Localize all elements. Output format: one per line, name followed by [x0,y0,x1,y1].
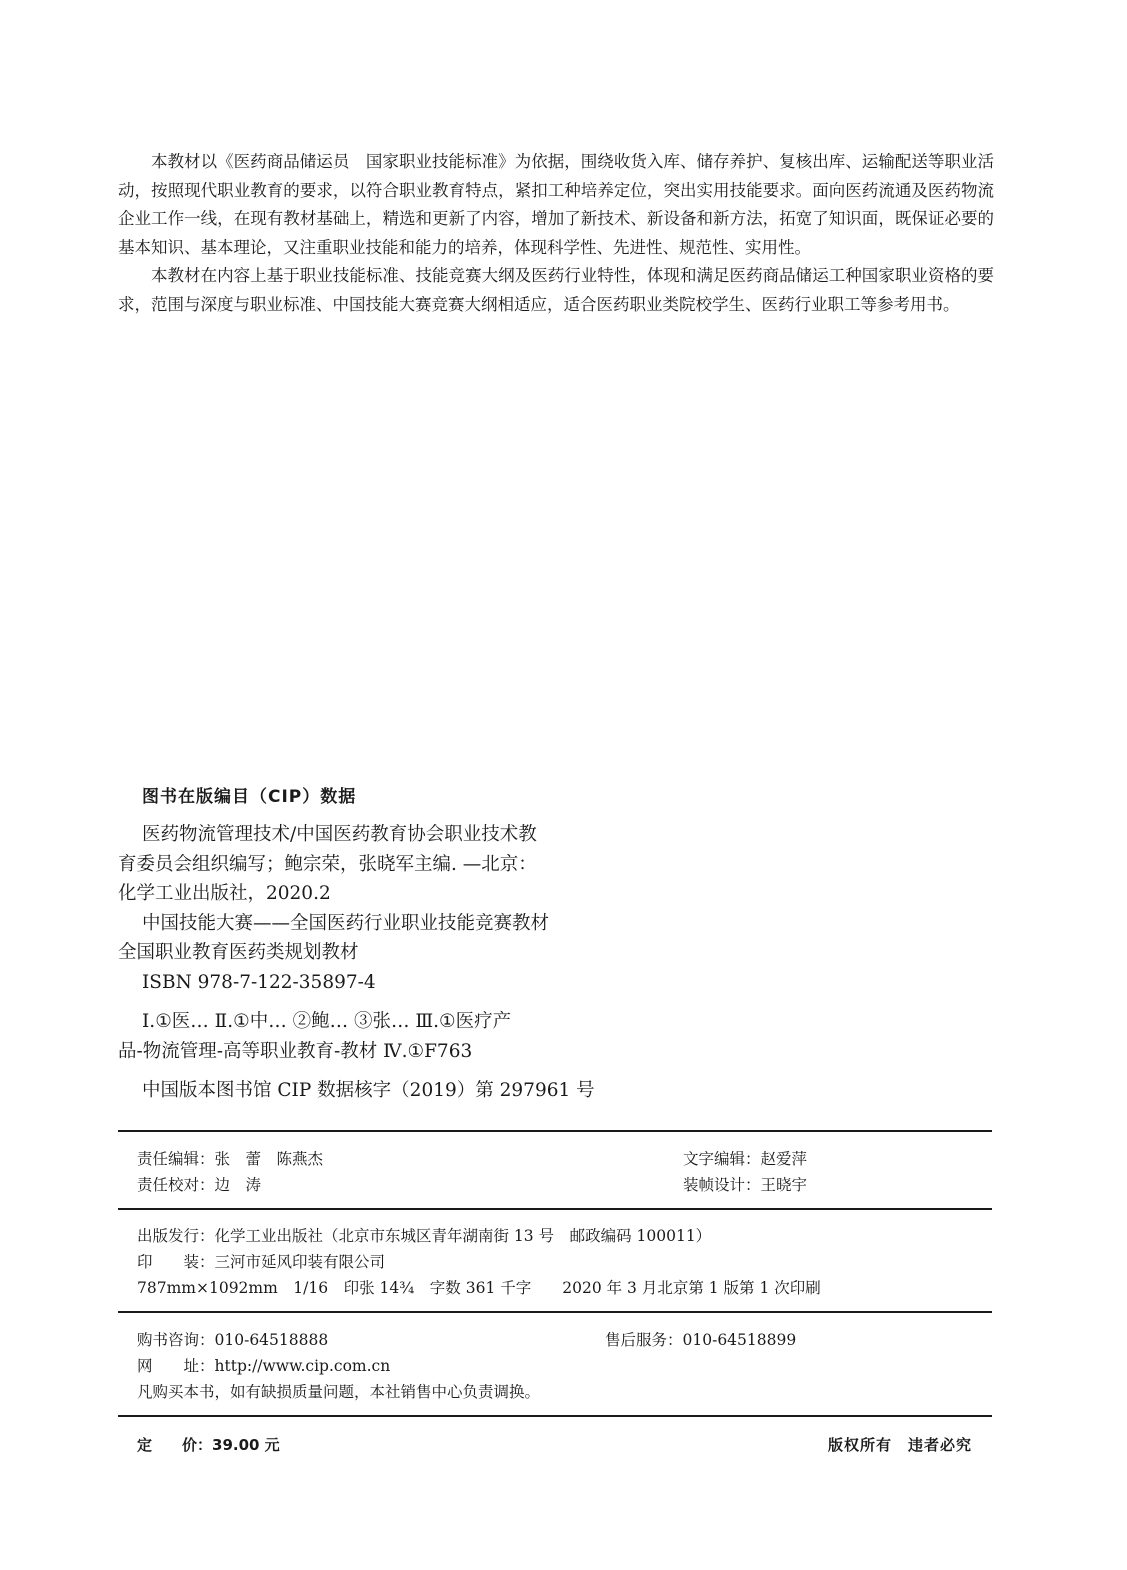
purchase-hotline: 购书咨询：010-64518888 [137,1331,329,1349]
intro-text [118,148,994,320]
divider [118,1130,992,1132]
responsible-editor: 责任编辑：张 蕾 陈燕杰 [137,1150,324,1168]
price: 定 价：39.00 元 [137,1436,280,1454]
cip-verification: 中国版本图书馆 CIP 数据核字（2019）第 297961 号 [142,1080,595,1101]
divider [118,1415,992,1417]
copyright-notice: 版权所有 违者必究 [827,1436,972,1454]
cip-classification: 品-物流管理-高等职业教育-教材 Ⅳ.①F763 [118,1040,473,1062]
cip-series-line: 全国职业教育医药类规划教材 [118,942,359,963]
cip-line: 医药物流管理技术/中国医药教育协会职业技术教 [142,824,537,845]
divider [118,1208,992,1210]
intro-paragraph-2: 本教材在内容上基于职业技能标准、技能竞赛大纲及医药行业特性，体现和满足医药商品储运工种国家职业资格的要求，范围与深度与职业标准、中国技能大赛竞赛大纲相适应，适合医药职业类院校学生、医药行业职工等参考用书。 [118,266,994,314]
cip-heading: 图书在版编目（CIP）数据 [142,787,357,807]
cip-line: 育委员会组织编写；鲍宗荣，张晓军主编. —北京： [118,853,537,875]
website-line: 网 址：http://www.cip.com.cn [137,1357,391,1375]
divider [118,1311,992,1313]
notice-line: 凡购买本书，如有缺损质量问题，本社销售中心负责调换。 [137,1383,541,1401]
specs-line: 787mm×1092mm 1/16 印张 14¾ 字数 361 千字 2020 年 3 月北京第 1 版第 1 次印刷 [137,1279,821,1297]
cover-designer: 装帧设计：王晓宇 [683,1176,808,1194]
cip-classification: Ⅰ.①医… Ⅱ.①中… ②鲍… ③张… Ⅲ.①医疗产 [142,1011,512,1032]
after-sales-hotline: 售后服务：010-64518899 [605,1331,797,1349]
printer-line: 印 装：三河市延风印装有限公司 [137,1253,386,1271]
proofreader: 责任校对：边 涛 [137,1176,262,1194]
cip-series-line: 中国技能大赛——全国医药行业职业技能竞赛教材 [142,912,550,934]
cip-isbn: ISBN 978-7-122-35897-4 [142,971,376,993]
cip-record [118,820,638,1106]
intro-paragraph-1: 本教材以《医药商品储运员 国家职业技能标准》为依据，围绕收货入库、储存养护、复核出库、运输配送等职业活动，按照现代职业教育的要求，以符合职业教育特点，紧扣工种培养定位，突出实用技能要求。面向医药流通及医药物流企业工作一线，在现有教材基础上，精选和更新了内容，增加了新技术、新设备和新方法，拓宽了知识面，既保证必要的基本知识、基本理论，又注重职业技能和能力的培养，体现科学性、先进性、规范性、实用性。 [118,152,994,257]
publisher-line: 出版发行：化学工业出版社（北京市东城区青年湖南街 13 号 邮政编码 100011） [137,1227,712,1245]
price-row [137,1434,972,1455]
cip-line: 化学工业出版社，2020.2 [118,883,331,904]
text-editor: 文字编辑：赵爱萍 [683,1150,808,1168]
